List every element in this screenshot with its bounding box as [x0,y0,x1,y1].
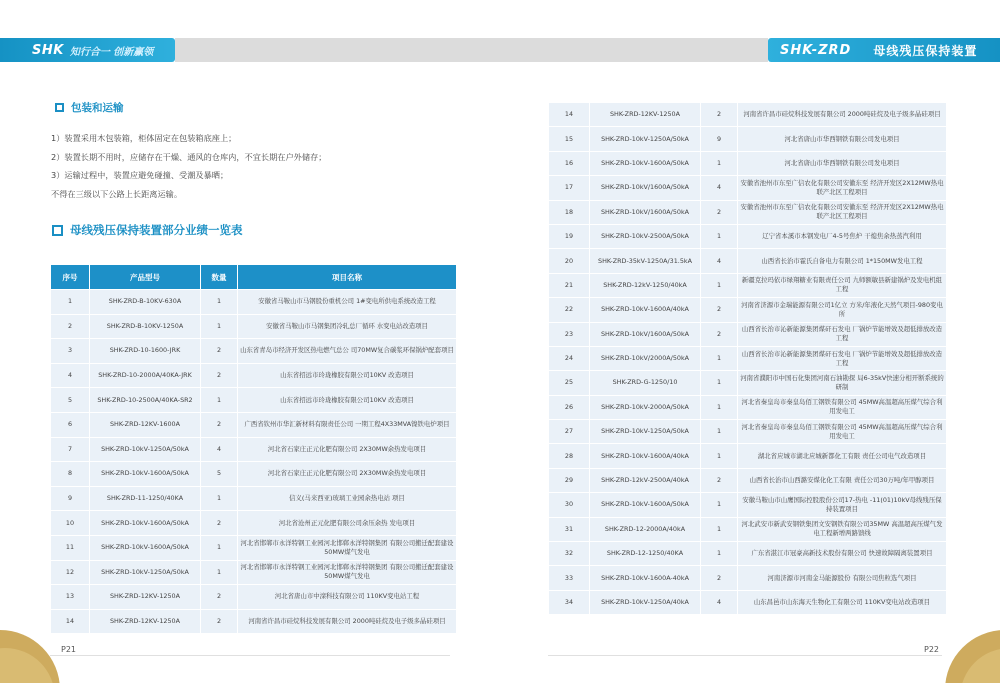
cell-qty: 1 [201,536,237,560]
cell-model: SHK-ZRD-10kV-2000A/50kA [590,396,700,419]
cell-no: 13 [51,585,89,609]
cell-project: 河北省唐山市华西钢铁有限公司发电项目 [738,152,946,175]
cell-no: 32 [549,542,589,565]
table-row [549,469,946,492]
cell-model: SHK-ZRD-10-2500A/40KA-SR2 [90,388,200,412]
cell-project: 河北省石家庄正元化肥有限公司 2X30MW余热发电项目 [238,438,456,462]
performance-heading [52,222,243,238]
col-header-qty: 数量 [201,265,237,289]
cell-model: SHK-ZRD-12-1250/40KA [590,542,700,565]
cell-qty: 2 [701,566,737,589]
cell-qty: 1 [701,225,737,248]
cell-project: 安徽省马鞍山市马钢集团冷轧总厂循环 水变电站改造项目 [238,315,456,339]
cell-project: 信义(马来西亚)玻璃工业园余热电站 项目 [238,487,456,511]
cell-model: SHK-ZRD-10kV-1250A/50kA [90,438,200,462]
cell-no: 16 [549,152,589,175]
table-row [549,127,946,150]
brand-slogan: 知行合一 创新赢领 [69,46,154,58]
cell-model: SHK-ZRD-10kV-1600A/50kA [90,462,200,486]
cell-no: 14 [549,103,589,126]
cell-model: SHK-ZRD-10kV-1600A/40kA [590,444,700,467]
cell-model: SHK-ZRD-12KV-1250A [90,585,200,609]
table-row [549,323,946,346]
cell-no: 26 [549,396,589,419]
cell-model: SHK-ZRD-10kV-1600A/50kA [90,536,200,560]
note-line: 3）运输过程中，装置应避免碰撞、受潮及暴晒； [51,170,229,180]
product-title: 母线残压保持装置 [873,43,978,58]
table-row [51,462,456,486]
cell-no: 23 [549,323,589,346]
header-right-banner [768,38,1000,62]
cell-no: 24 [549,347,589,370]
cell-model: SHK-ZRD-11-1250/40KA [90,487,200,511]
cell-qty: 2 [701,469,737,492]
cell-project: 河北省石家庄正元化肥有限公司 2X30MW余热发电项目 [238,462,456,486]
table-row [549,176,946,199]
cell-model: SHK-ZRD-12KV-1250A [590,103,700,126]
packaging-notes [51,129,326,203]
table-row [549,249,946,272]
table-row [51,536,456,560]
cell-qty: 2 [701,298,737,321]
table-row [549,591,946,614]
cell-no: 19 [549,225,589,248]
cell-project: 河北省邯郸市永洋特钢工业园河北邯郸永洋特钢集团 有限公司搬迁配套建设50MW煤气发电 [238,536,456,560]
footer-divider [50,655,450,656]
cell-no: 17 [549,176,589,199]
packaging-title: 包装和运输 [71,102,124,114]
cell-no: 11 [51,536,89,560]
cell-model: SHK-ZRD-10kV-1250A/50kA [590,420,700,443]
cell-qty: 9 [701,127,737,150]
cell-no: 9 [51,487,89,511]
table-row [549,274,946,297]
cell-qty: 1 [201,487,237,511]
cell-project: 安徽省池州市东至广信农化有限公司安徽东至 经济开发区2X12MW热电联产北区工程项目 [738,176,946,199]
note-line: 1）装置采用木包装箱，柜体固定在包装箱底座上； [51,133,237,143]
col-header-project: 项目名称 [238,265,456,289]
cell-qty: 2 [201,511,237,535]
cell-no: 14 [51,610,89,634]
table-row [51,438,456,462]
cell-model: SHK-ZRD-10kV-1600A/50kA [590,152,700,175]
table-row [51,290,456,314]
cell-model: SHK-ZRD-10kV-1250A/50kA [590,127,700,150]
cell-model: SHK-ZRD-B-10KV-1250A [90,315,200,339]
cell-qty: 1 [701,396,737,419]
cell-model: SHK-ZRD-10kV-1600A-40kA [590,566,700,589]
table-row [51,413,456,437]
cell-qty: 1 [701,542,737,565]
cell-project: 山东昌邑市山东海天生物化工有限公司 110KV变电站改造项目 [738,591,946,614]
cell-qty: 1 [201,561,237,585]
page-number-right: P22 [924,645,940,654]
cell-qty: 2 [701,103,737,126]
cell-qty: 2 [701,201,737,224]
page-number-left: P21 [61,645,77,654]
cell-project: 山西省长治市山西潞安煤化化工有限 责任公司30万吨/年甲醇项目 [738,469,946,492]
table-row [549,298,946,321]
cell-project: 河北武安市新武安钢铁集团文安钢铁有限公司35MW 高温超高压煤气发电工程新增两路馈线 [738,518,946,541]
cell-project: 山东省招远市玲珑橡胶有限公司10KV 改造项目 [238,364,456,388]
cell-qty: 1 [701,518,737,541]
cell-qty: 1 [701,152,737,175]
cell-no: 8 [51,462,89,486]
cell-qty: 1 [701,347,737,370]
cell-model: SHK-ZRD-10kV-2500A/50kA [590,225,700,248]
table-row [549,518,946,541]
cell-qty: 4 [701,249,737,272]
cell-project: 辽宁省本溪市本钢发电厂4-5号焦炉 干熄焦余热蒸汽利用 [738,225,946,248]
cell-model: SHK-ZRD-10kV/1600A/50kA [590,176,700,199]
cell-project: 广东省湛江市冠豪高新技术股份有限公司 快速故障隔离装置项目 [738,542,946,565]
cell-model: SHK-ZRD-10kV/2000A/50kA [590,347,700,370]
cell-model: SHK-ZRD-10-1600-JRK [90,339,200,363]
cell-model: SHK-ZRD-G-1250/10 [590,371,700,394]
cell-project: 广西省钦州市华汇新材料有限责任公司 一期工程4X33MVA镍铁电炉项目 [238,413,456,437]
cell-model: SHK-ZRD-10kV/1600A/50kA [590,323,700,346]
cell-project: 新疆克拉玛依市绿翔糖业有限责任公司 九师额敏县新建锅炉及发电机组工程 [738,274,946,297]
cell-project: 河南省许昌市硅烷科技发展有限公司 2000吨硅烷及电子级多晶硅项目 [238,610,456,634]
cell-no: 12 [51,561,89,585]
table-row [51,511,456,535]
cell-no: 10 [51,511,89,535]
cell-qty: 2 [201,610,237,634]
cell-qty: 1 [201,290,237,314]
table-row [51,585,456,609]
cell-project: 河南济源市河南金马能源股份 有限公司焦粒选气项目 [738,566,946,589]
table-row [549,103,946,126]
product-logo: SHK-ZRD [780,42,852,58]
cell-project: 河南省济源市金瑞能源有限公司1亿立 方米/年液化天然气项目-980变电所 [738,298,946,321]
cell-no: 18 [549,201,589,224]
table-row [549,566,946,589]
cell-model: SHK-ZRD-12KV-1250A [90,610,200,634]
cell-project: 山西省长治市沁新能源集团煤矸石发电 厂锅炉节能增效及超低排放改造工程 [738,323,946,346]
table-row [549,542,946,565]
cell-project: 河北省秦皇岛市秦皇岛佰工钢铁有限公司 45MW高温超高压煤气综合利用发电工 [738,420,946,443]
cell-no: 31 [549,518,589,541]
cell-project: 山西省长治市霍氏自备电力有限公司 1*150MW发电工程 [738,249,946,272]
table-row [549,420,946,443]
packaging-heading [55,100,124,115]
cell-qty: 1 [701,444,737,467]
header-left-banner [0,38,175,62]
table-row [549,444,946,467]
col-header-no: 序号 [51,265,89,289]
cell-no: 30 [549,493,589,516]
cell-no: 27 [549,420,589,443]
cell-model: SHK-ZRD-10kV/1600A/50kA [590,201,700,224]
cell-model: SHK-ZRD-12kV-1250/40kA [590,274,700,297]
cell-qty: 5 [201,462,237,486]
cell-project: 河北省唐山市华西钢铁有限公司发电项目 [738,127,946,150]
cell-no: 6 [51,413,89,437]
cell-no: 2 [51,315,89,339]
table-row [51,315,456,339]
note-line: 2）装置长期不用时，应储存在干燥、通风的仓库内，不宜长期在户外储存； [51,151,327,162]
cell-qty: 1 [701,274,737,297]
cell-model: SHK-ZRD-10kV-1250A/50kA [90,561,200,585]
cell-model: SHK-ZRD-10-2000A/40KA-JRK [90,364,200,388]
table-row [51,610,456,634]
cell-model: SHK-ZRD-35kV-1250A/31.5kA [590,249,700,272]
table-row [549,371,946,394]
cell-project: 山东省招远市玲珑橡胶有限公司10KV 改造项目 [238,388,456,412]
cell-project: 山东省青岛市经济开发区热电燃气总公 司70MW复合碳浆环保锅炉配套项目 [238,339,456,363]
cell-qty: 2 [201,364,237,388]
cell-qty: 1 [201,388,237,412]
table-row [51,487,456,511]
performance-table-right [548,102,947,615]
cell-project: 河北省邯郸市永洋特钢工业园河北邯郸永洋特钢集团 有限公司搬迁配套建设50MW煤气发电 [238,561,456,585]
cell-qty: 2 [201,413,237,437]
table-row [51,364,456,388]
cell-model: SHK-ZRD-10kV-1600A/50kA [90,511,200,535]
cell-no: 5 [51,388,89,412]
cell-project: 安徽省池州市东至广信农化有限公司安徽东至 经济开发区2X12MW热电联产北区工程项目 [738,201,946,224]
performance-title: 母线残压保持装置部分业绩一览表 [70,223,243,237]
header-bar-left [175,38,500,62]
table-header-row [51,265,456,289]
table-row [51,561,456,585]
cell-project: 河南省濮阳市中国石化集团河南石油勘探 局6-35kV快速分相开断系统的研制 [738,371,946,394]
table-row [549,396,946,419]
cell-project: 湖北省应城市湖北应城新都化工有限 责任公司电气改造项目 [738,444,946,467]
cell-no: 4 [51,364,89,388]
note-line: 不得在三级以下公路上长距离运输。 [51,188,183,199]
table-row [549,225,946,248]
cell-qty: 1 [701,493,737,516]
cell-model: SHK-ZRD-10kV-1600A/40kA [590,298,700,321]
cell-no: 33 [549,566,589,589]
cell-no: 15 [549,127,589,150]
cell-qty: 1 [201,315,237,339]
performance-table-left [50,264,457,634]
cell-model: SHK-ZRD-B-10KV-630A [90,290,200,314]
cell-model: SHK-ZRD-12KV-1600A [90,413,200,437]
cell-project: 安徽省马鞍山市马钢股份重机公司 1#变电所供电系统改造工程 [238,290,456,314]
cell-qty: 1 [701,420,737,443]
table-row [549,493,946,516]
cell-no: 29 [549,469,589,492]
cell-project: 安徽马鞍山市山鹰国际控股股份公司17-热电 -11(01)10kV母线残压保持装置项目 [738,493,946,516]
cell-no: 3 [51,339,89,363]
cell-no: 25 [549,371,589,394]
cell-no: 20 [549,249,589,272]
table-row [549,347,946,370]
cell-project: 河南省许昌市硅烷科技发展有限公司 2000吨硅烷及电子级多晶硅项目 [738,103,946,126]
cell-model: SHK-ZRD-12-2000A/40kA [590,518,700,541]
cell-qty: 2 [201,339,237,363]
cell-model: SHK-ZRD-10kV-1250A/40kA [590,591,700,614]
cell-qty: 4 [701,591,737,614]
table-row [549,201,946,224]
cell-no: 21 [549,274,589,297]
brand-logo: SHK [32,42,64,58]
cell-no: 28 [549,444,589,467]
cell-qty: 4 [201,438,237,462]
square-bullet-icon [55,103,64,112]
cell-model: SHK-ZRD-10kV-1600A/50kA [590,493,700,516]
cell-qty: 2 [201,585,237,609]
cell-no: 34 [549,591,589,614]
table-row [51,339,456,363]
cell-no: 1 [51,290,89,314]
cell-qty: 1 [701,371,737,394]
table-row [549,152,946,175]
cell-project: 河北省沧州正元化肥有限公司余压余热 发电项目 [238,511,456,535]
cell-model: SHK-ZRD-12kV-2500A/40kA [590,469,700,492]
cell-project: 山西省长治市沁新能源集团煤矸石发电 厂锅炉节能增效及超低排放改造工程 [738,347,946,370]
cell-qty: 2 [701,323,737,346]
square-bullet-icon [52,225,63,236]
col-header-model: 产品型号 [90,265,200,289]
cell-no: 22 [549,298,589,321]
cell-project: 河北省秦皇岛市秦皇岛佰工钢铁有限公司 45MW高温超高压煤气综合利用发电工 [738,396,946,419]
cell-no: 7 [51,438,89,462]
cell-qty: 4 [701,176,737,199]
table-row [51,388,456,412]
header-bar-right [500,38,768,62]
footer-divider [548,655,942,656]
cell-project: 河北省唐山市中滦科技有限公司 110KV变电站工程 [238,585,456,609]
